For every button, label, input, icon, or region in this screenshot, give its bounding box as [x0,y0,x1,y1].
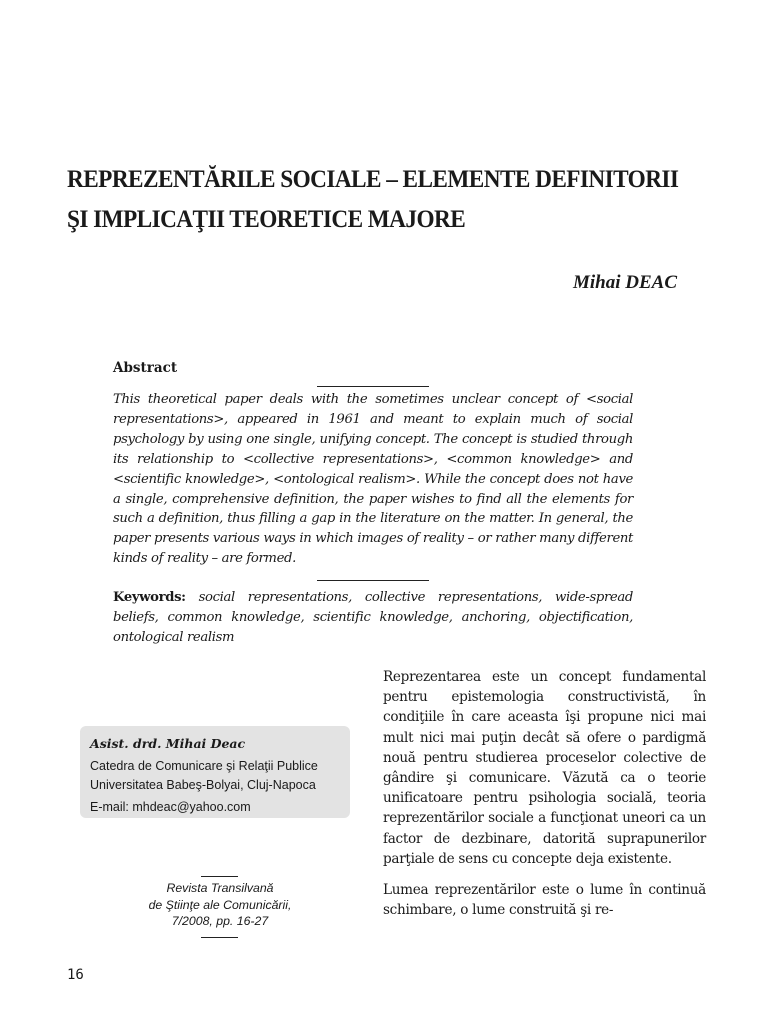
body-paragraph-1: Reprezentarea este un concept fundamental pentru epistemologia constructivistă, în condiţiile în care aceasta îşi propune nici mai mult nici mai puţin decât să ofere o pardigmă nouă pentru studierea proceselor colective de gândire şi comunicare. Văzută ca o teorie unificatoare pentru psihologia socială, teoria reprezentărilor sociale a funcţionat uneori ca un factor de dezbinare, datorită suprapunerilor parţiale de sens cu concepte deja existente. [383,669,706,867]
keywords-list: social representations, collective representations, wide-spread beliefs, common knowledge, scientific knowledge, anchoring, objectification, ontological realism [113,590,633,645]
author-affiliation-box [80,726,350,818]
body-paragraph-2: Lumea reprezentărilor este o lume în continuă schimbare, o lume construită şi re- [383,882,706,919]
abstract-text: This theoretical paper deals with the sometimes unclear concept of <social representations>, appeared in 1961 and meant to explain much of social psychology by using one single, unifying concept. The concept is studied through its relationship to <collective representations>, <common knowledge> and <scientific knowledge>, <ontological realism>. While the concept does not have a single, comprehensive definition, the paper wishes to find all the elements for such a definition, thus filling a gap in the literature on the matter. In general, the paper presents various ways in which images of reality – or rather many different kinds of reality – are formed. [113,392,633,567]
journal-bottom-divider [201,937,238,938]
journal-line-2: de Ştiinţe ale Comunicării, [148,897,292,912]
journal-line-3: 7/2008, pp. 16-27 [171,914,269,928]
paper-title [67,160,679,240]
affiliation-university: Universitatea Babeş-Bolyai, Cluj-Napoca [90,778,316,792]
author-name: Mihai DEAC [572,272,677,293]
journal-citation [120,880,320,930]
affiliation-department: Catedra de Comunicare şi Relaţii Publice [90,759,318,773]
keywords-label: Keywords: [113,590,186,605]
title-line-2: ŞI IMPLICAŢII TEORETICE MAJORE [67,206,466,233]
journal-top-divider [201,876,238,877]
abstract-heading: Abstract [113,360,178,376]
title-line-1: REPREZENTĂRILE SOCIALE – ELEMENTE DEFINITORII [67,166,679,193]
page-number: 16 [67,967,84,983]
abstract-bottom-divider [317,580,429,581]
journal-line-1: Revista Transilvană [166,881,274,895]
affiliation-name: Asist. drd. Mihai Deac [90,736,246,751]
affiliation-email: E-mail: mhdeac@yahoo.com [90,800,251,814]
keywords [113,588,633,648]
abstract-top-divider [317,386,429,387]
body-text-column [383,667,706,931]
